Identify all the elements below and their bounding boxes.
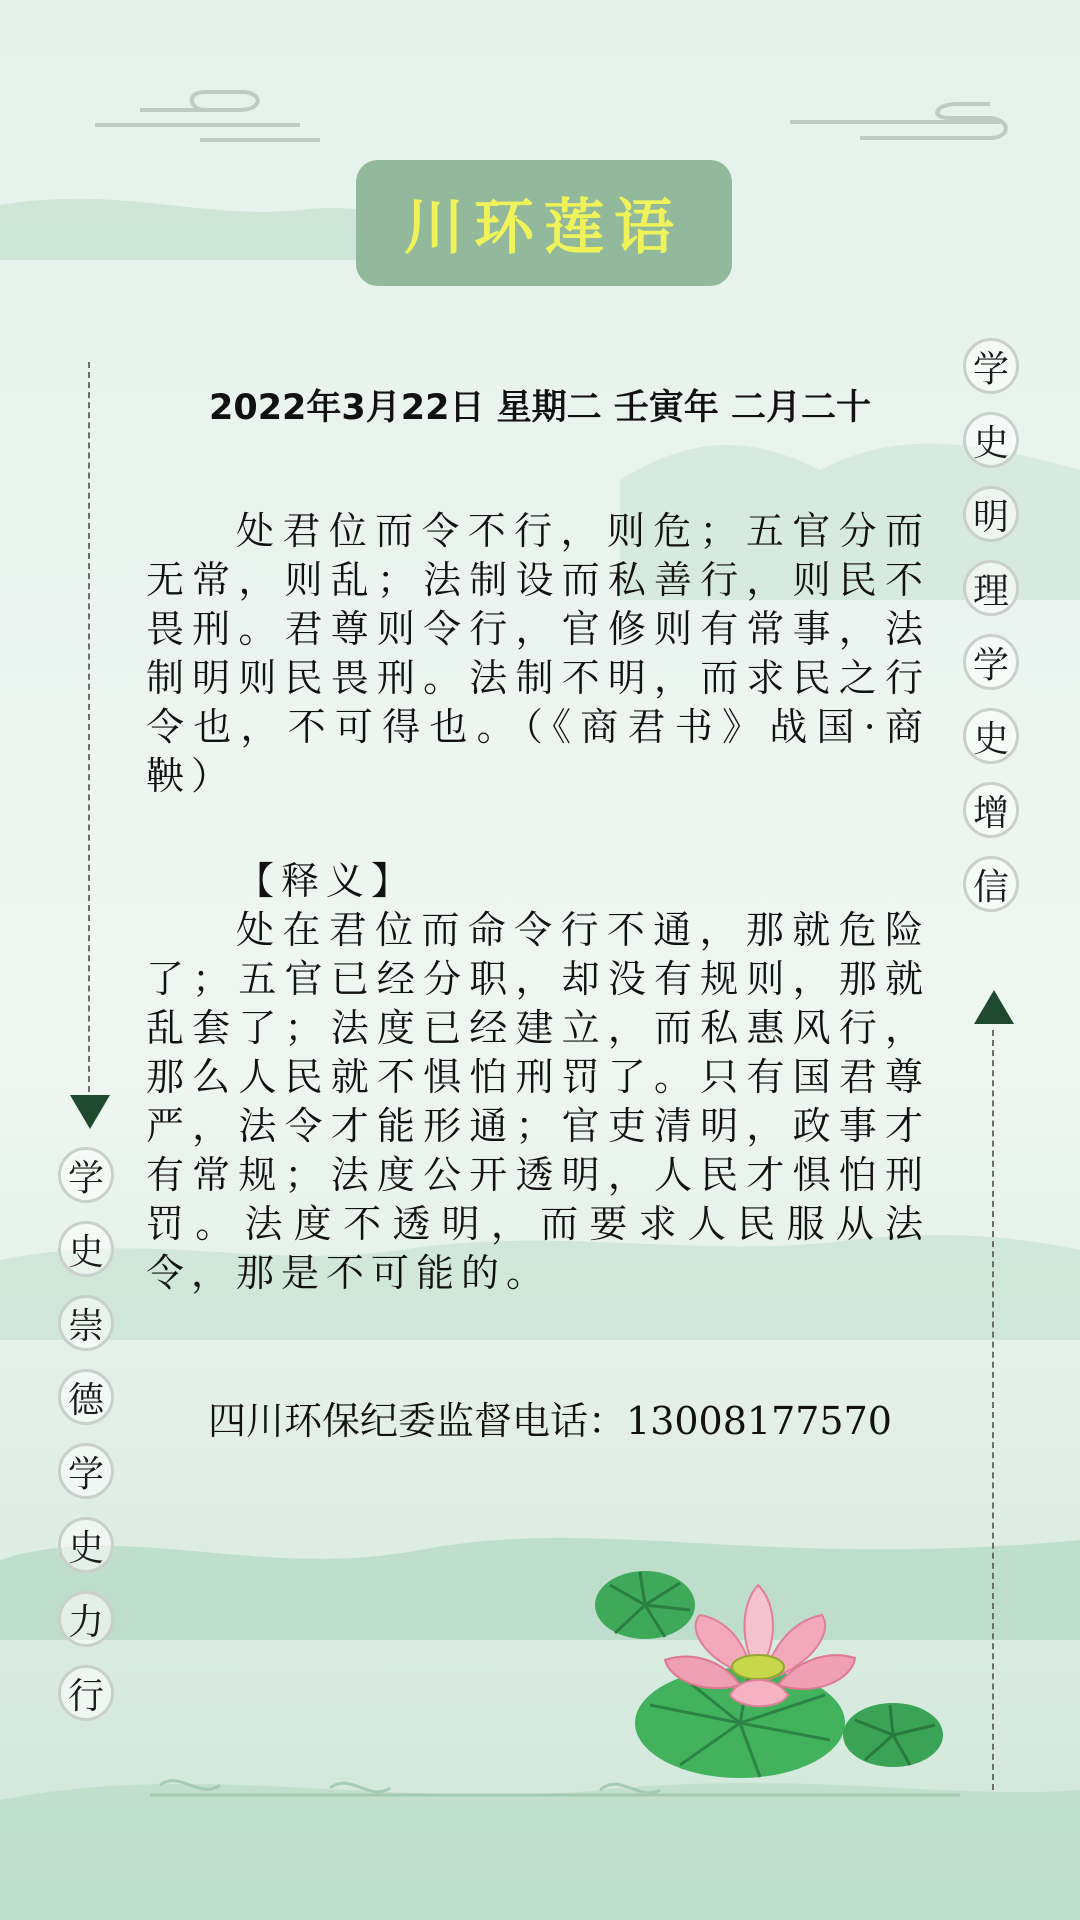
lotus-flower-icon bbox=[590, 1555, 950, 1785]
slogan-char: 学 bbox=[58, 1147, 114, 1203]
slogan-char: 学 bbox=[58, 1443, 114, 1499]
slogan-char: 史 bbox=[58, 1221, 114, 1277]
title: 川环莲语 bbox=[404, 193, 684, 263]
title-banner bbox=[356, 160, 732, 286]
slogan-char: 理 bbox=[963, 560, 1019, 616]
slogan-char: 增 bbox=[963, 782, 1019, 838]
slogan-char: 信 bbox=[963, 856, 1019, 912]
left-dashed-line bbox=[88, 362, 90, 1092]
slogan-char: 行 bbox=[58, 1665, 114, 1721]
interpretation-text: 处在君位而命令行不通，那就危险了；五官已经分职，却没有规则，那就乱套了；法度已经建立，而私惠风行，那么人民就不惧怕刑罚了。只有国君尊严，法令才能形通；官吏清明，政事才有常规；法度公开透明，人民才惧怕刑罚。法度不透明，而要求人民服从法令，那是不可能的。 bbox=[146, 908, 930, 1295]
right-slogan-column bbox=[960, 338, 1022, 930]
slogan-char: 史 bbox=[963, 708, 1019, 764]
slogan-char: 崇 bbox=[58, 1295, 114, 1351]
slogan-char: 史 bbox=[963, 412, 1019, 468]
original-text: 处君位而令不行，则危；五官分而无常，则乱；法制设而私善行，则民不畏刑。君尊则令行，官修则有常事，法制明则民畏刑。法制不明，而求民之行令也，不可得也。（《商君书》战国·商鞅） bbox=[146, 509, 930, 798]
slogan-char: 德 bbox=[58, 1369, 114, 1425]
left-slogan-column bbox=[55, 1147, 117, 1739]
slogan-char: 学 bbox=[963, 634, 1019, 690]
date-line: 2022年3月22日 星期二 壬寅年 二月二十 bbox=[208, 388, 872, 428]
slogan-char: 学 bbox=[963, 338, 1019, 394]
slogan-char: 史 bbox=[58, 1517, 114, 1573]
interpretation-heading: 【释义】 bbox=[236, 859, 417, 903]
triangle-down-icon bbox=[70, 1095, 110, 1129]
triangle-up-icon bbox=[974, 990, 1014, 1024]
supervision-phone: 四川环保纪委监督电话：13008177570 bbox=[208, 1399, 892, 1443]
slogan-char: 明 bbox=[963, 486, 1019, 542]
slogan-char: 力 bbox=[58, 1591, 114, 1647]
right-dashed-line bbox=[992, 1030, 994, 1790]
